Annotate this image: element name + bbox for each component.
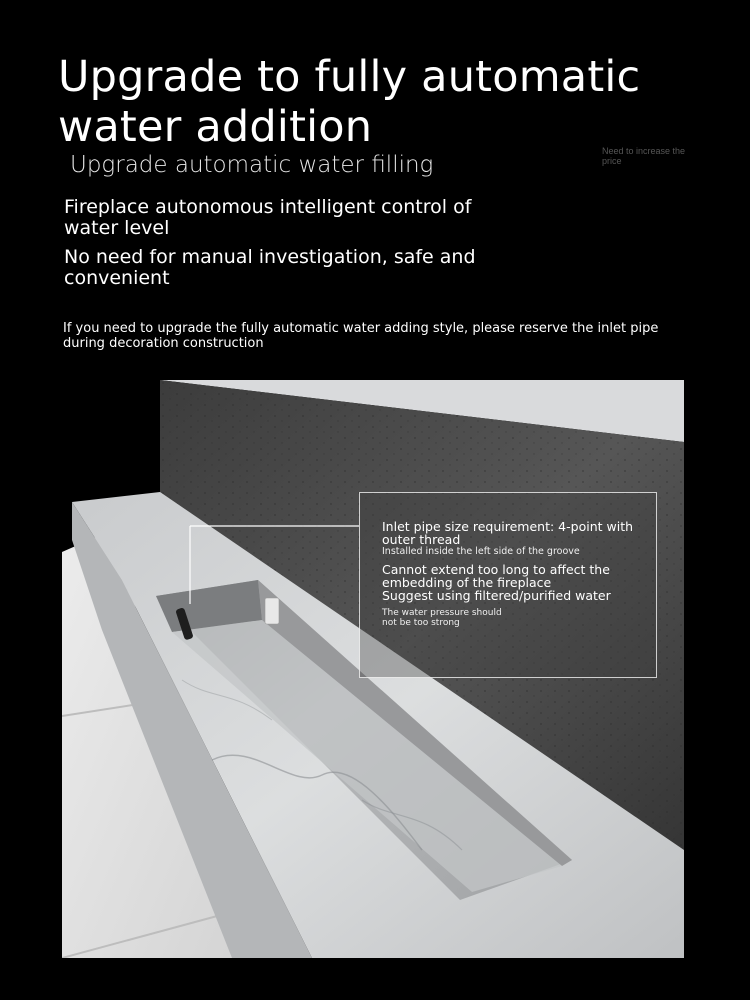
headline: Upgrade to fully automatic water addition	[58, 52, 641, 152]
pressure-note: The water pressure should not be too strong	[382, 608, 502, 628]
water-suggestion: Suggest using filtered/purified water	[382, 588, 611, 603]
install-location-note: Installed inside the left side of the groove	[382, 546, 580, 557]
inlet-pipe-callout	[359, 492, 657, 678]
length-warning: Cannot extend too long to affect the embedding of the fireplace	[382, 562, 610, 590]
price-note: Need to increase the price	[602, 146, 686, 166]
feature-safe-convenient: No need for manual investigation, safe and convenient	[64, 246, 476, 289]
subheadline: Upgrade automatic water filling	[70, 152, 434, 178]
feature-water-level-control: Fireplace autonomous intelligent control of water level	[64, 196, 472, 239]
installation-advice: If you need to upgrade the fully automatic water adding style, please reserve the inlet pipe during decoration construction	[63, 321, 659, 351]
pipe-size-requirement: Inlet pipe size requirement: 4-point with outer thread	[382, 519, 634, 547]
